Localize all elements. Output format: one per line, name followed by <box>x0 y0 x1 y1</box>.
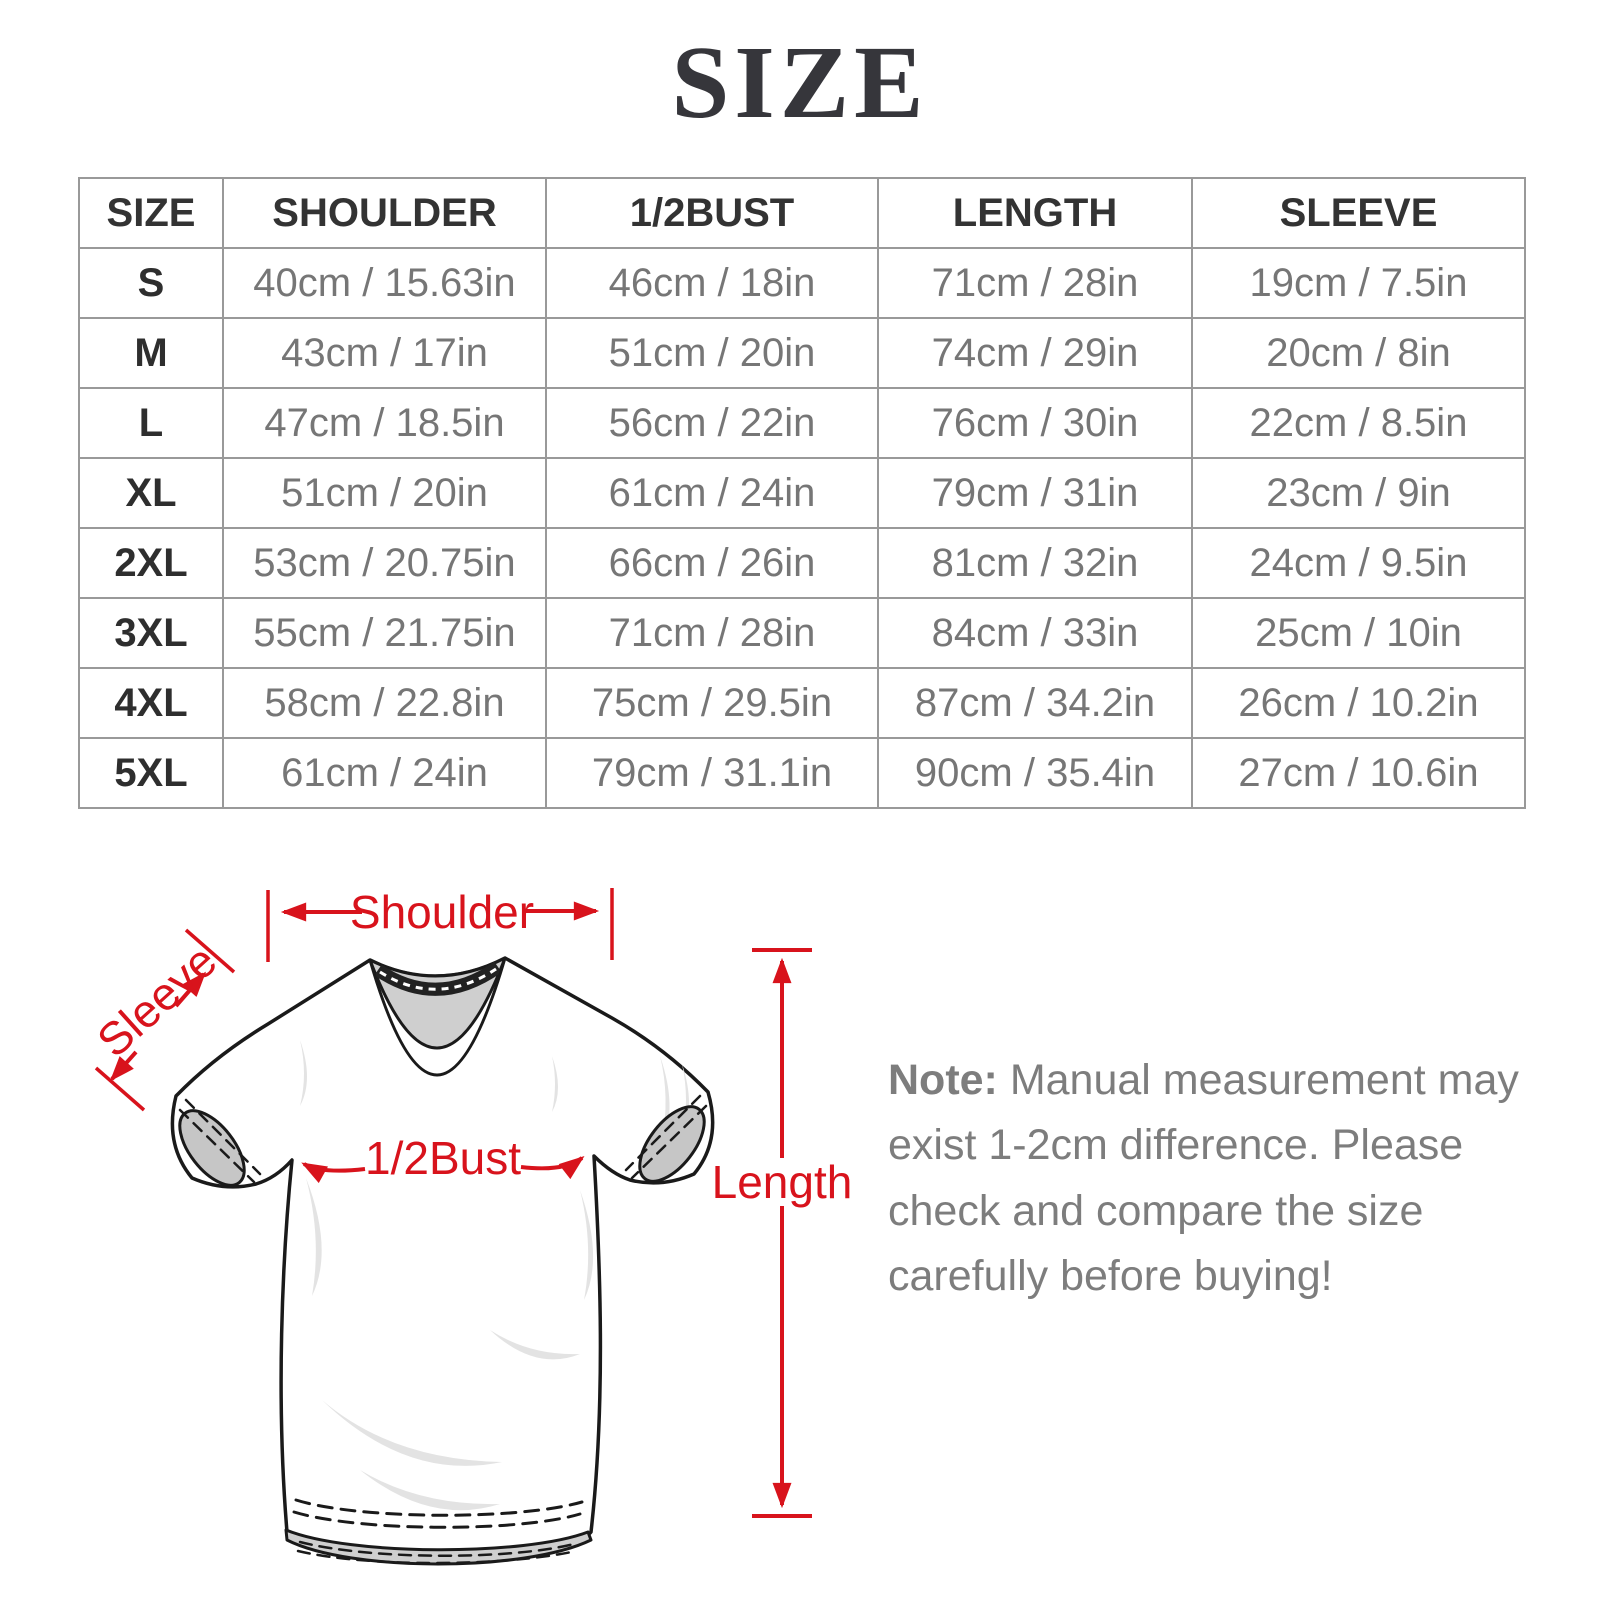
size-label-2xl: 2XL <box>79 528 223 598</box>
cell-4xl-shoulder: 58cm / 22.8in <box>223 668 546 738</box>
size-label-l: L <box>79 388 223 458</box>
measurement-note <box>888 1048 1548 1309</box>
cell-s-1-2bust: 46cm / 18in <box>546 248 878 318</box>
table-row-3xl <box>79 598 1525 668</box>
cell-5xl-sleeve: 27cm / 10.6in <box>1192 738 1525 808</box>
shoulder-label: Shoulder <box>349 886 535 938</box>
shoulder-annotation <box>268 886 612 962</box>
cell-m-shoulder: 43cm / 17in <box>223 318 546 388</box>
half-bust-label: 1/2Bust <box>365 1132 521 1184</box>
cell-2xl-sleeve: 24cm / 9.5in <box>1192 528 1525 598</box>
length-annotation <box>712 950 853 1516</box>
size-label-5xl: 5XL <box>79 738 223 808</box>
size-table <box>78 177 1526 809</box>
table-row-4xl <box>79 668 1525 738</box>
size-label-4xl: 4XL <box>79 668 223 738</box>
table-row-s <box>79 248 1525 318</box>
cell-l-1-2bust: 56cm / 22in <box>546 388 878 458</box>
page-title: SIZE <box>671 25 929 140</box>
column-header-sleeve: SLEEVE <box>1192 178 1525 248</box>
cell-s-length: 71cm / 28in <box>878 248 1192 318</box>
note-label: Note: <box>888 1056 998 1104</box>
cell-4xl-length: 87cm / 34.2in <box>878 668 1192 738</box>
column-header-1-2bust: 1/2BUST <box>546 178 878 248</box>
table-row-2xl <box>79 528 1525 598</box>
cell-xl-1-2bust: 61cm / 24in <box>546 458 878 528</box>
cell-2xl-1-2bust: 66cm / 26in <box>546 528 878 598</box>
cell-m-sleeve: 20cm / 8in <box>1192 318 1525 388</box>
cell-5xl-1-2bust: 79cm / 31.1in <box>546 738 878 808</box>
cell-5xl-shoulder: 61cm / 24in <box>223 738 546 808</box>
cell-4xl-sleeve: 26cm / 10.2in <box>1192 668 1525 738</box>
cell-m-length: 74cm / 29in <box>878 318 1192 388</box>
tshirt-outline <box>168 958 717 1564</box>
size-label-m: M <box>79 318 223 388</box>
cell-s-shoulder: 40cm / 15.63in <box>223 248 546 318</box>
table-row-xl <box>79 458 1525 528</box>
cell-l-length: 76cm / 30in <box>878 388 1192 458</box>
tshirt-measurement-diagram <box>60 860 860 1600</box>
size-label-s: S <box>79 248 223 318</box>
cell-3xl-1-2bust: 71cm / 28in <box>546 598 878 668</box>
size-label-xl: XL <box>79 458 223 528</box>
cell-3xl-length: 84cm / 33in <box>878 598 1192 668</box>
table-row-m <box>79 318 1525 388</box>
cell-xl-length: 79cm / 31in <box>878 458 1192 528</box>
sleeve-label: Sleeve <box>87 934 227 1067</box>
cell-5xl-length: 90cm / 35.4in <box>878 738 1192 808</box>
cell-xl-shoulder: 51cm / 20in <box>223 458 546 528</box>
cell-3xl-sleeve: 25cm / 10in <box>1192 598 1525 668</box>
size-table-header-row <box>79 178 1525 248</box>
cell-2xl-shoulder: 53cm / 20.75in <box>223 528 546 598</box>
note-text: Manual measurement may exist 1-2cm difference. Please check and compare the size carefully before buying! <box>888 1056 1519 1301</box>
size-label-3xl: 3XL <box>79 598 223 668</box>
cell-2xl-length: 81cm / 32in <box>878 528 1192 598</box>
column-header-length: LENGTH <box>878 178 1192 248</box>
cell-s-sleeve: 19cm / 7.5in <box>1192 248 1525 318</box>
cell-l-sleeve: 22cm / 8.5in <box>1192 388 1525 458</box>
table-row-l <box>79 388 1525 458</box>
table-row-5xl <box>79 738 1525 808</box>
column-header-size: SIZE <box>79 178 223 248</box>
cell-3xl-shoulder: 55cm / 21.75in <box>223 598 546 668</box>
cell-m-1-2bust: 51cm / 20in <box>546 318 878 388</box>
length-label: Length <box>711 1156 853 1208</box>
cell-l-shoulder: 47cm / 18.5in <box>223 388 546 458</box>
cell-4xl-1-2bust: 75cm / 29.5in <box>546 668 878 738</box>
cell-xl-sleeve: 23cm / 9in <box>1192 458 1525 528</box>
column-header-shoulder: SHOULDER <box>223 178 546 248</box>
